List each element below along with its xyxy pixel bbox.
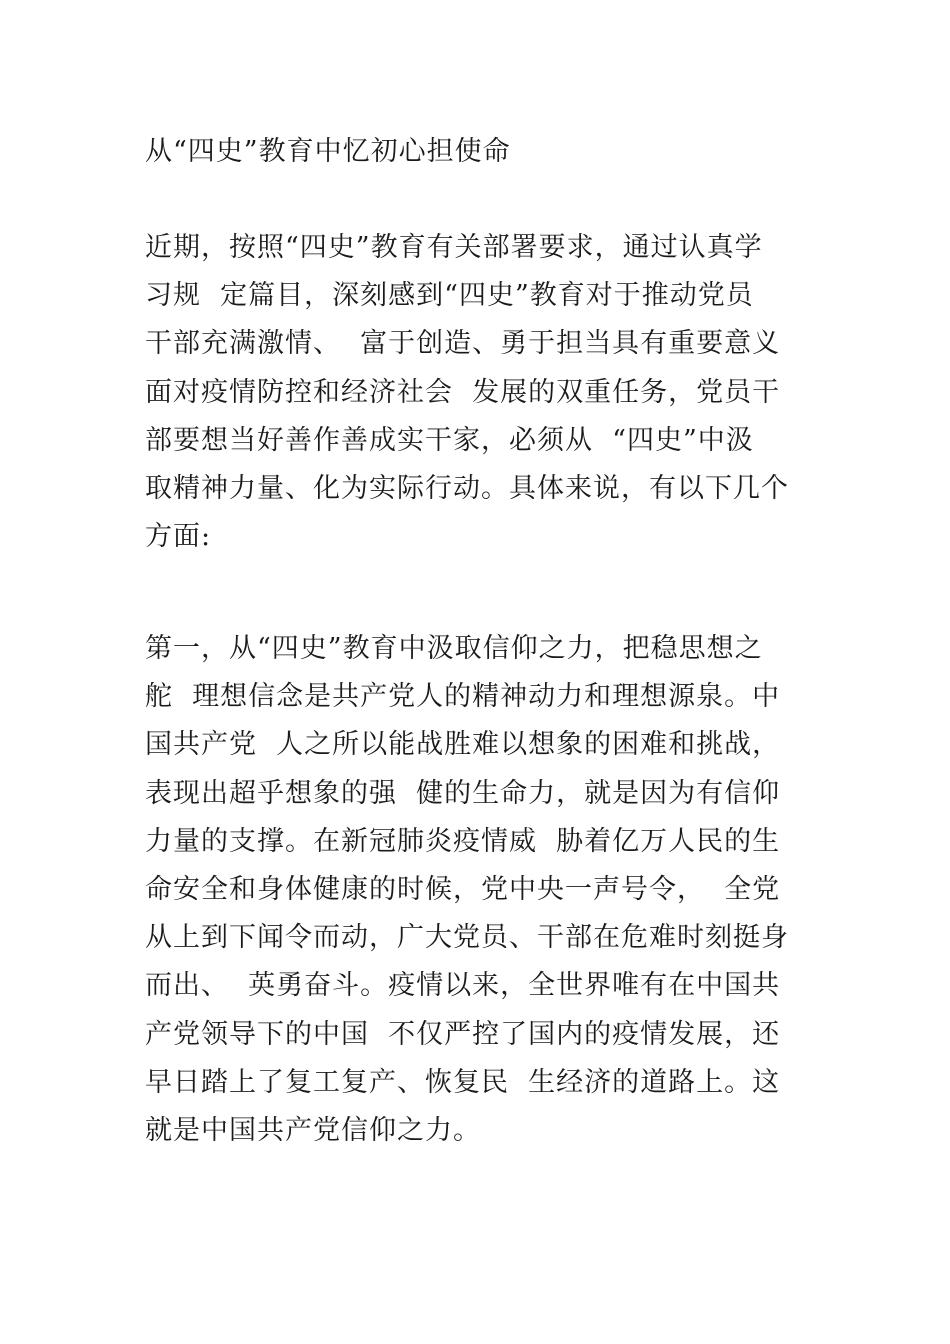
paragraph-line: 面对疫情防控和经济社会 发展的双重任务，党员干 — [145, 376, 781, 408]
paragraph-line: 国共产党 人之所以能战胜难以想象的困难和挑战， — [145, 729, 781, 761]
paragraph-line: 产党领导下的中国 不仅严控了国内的疫情发展，还 — [145, 1018, 781, 1050]
paragraph-line: 舵 理想信念是共产党人的精神动力和理想源泉。中 — [145, 681, 781, 713]
paragraph-line: 干部充满激情、 富于创造、勇于担当具有重要意义 — [145, 328, 781, 360]
paragraph-line: 早日踏上了复工复产、恢复民 生经济的道路上。这 — [145, 1066, 781, 1098]
paragraph-line: 习规 定篇目，深刻感到“四史”教育对于推动党员 — [145, 280, 754, 312]
paragraph-line: 方面: — [145, 521, 212, 553]
paragraph-line: 第一，从“四史”教育中汲取信仰之力，把稳思想之 — [145, 633, 763, 664]
paragraph-line: 而出、 英勇奋斗。疫情以来，全世界唯有在中国共 — [145, 970, 781, 1002]
paragraph-line: 取精神力量、化为实际行动。具体来说，有以下几个 — [145, 472, 789, 504]
paragraph-line: 力量的支撑。在新冠肺炎疫情威 胁着亿万人民的生 — [145, 825, 781, 857]
paragraph-line: 就是中国共产党信仰之力。 — [145, 1114, 481, 1146]
paragraph-intro — [145, 224, 789, 561]
paragraph-line: 近期，按照“四史”教育有关部署要求，通过认真学 — [145, 232, 763, 263]
paragraph-line: 从上到下闻令而动，广大党员、干部在危难时刻挺身 — [145, 922, 789, 954]
paragraph-line: 部要想当好善作善成实干家，必须从 “四史”中汲 — [145, 424, 754, 456]
document-title: 从“四史”教育中忆初心担使命 — [145, 136, 511, 167]
paragraph-first-point — [145, 625, 789, 1155]
paragraph-line: 表现出超乎想象的强 健的生命力，就是因为有信仰 — [145, 777, 781, 809]
paragraph-line: 命安全和身体健康的时候，党中央一声号令， 全党 — [145, 873, 781, 905]
